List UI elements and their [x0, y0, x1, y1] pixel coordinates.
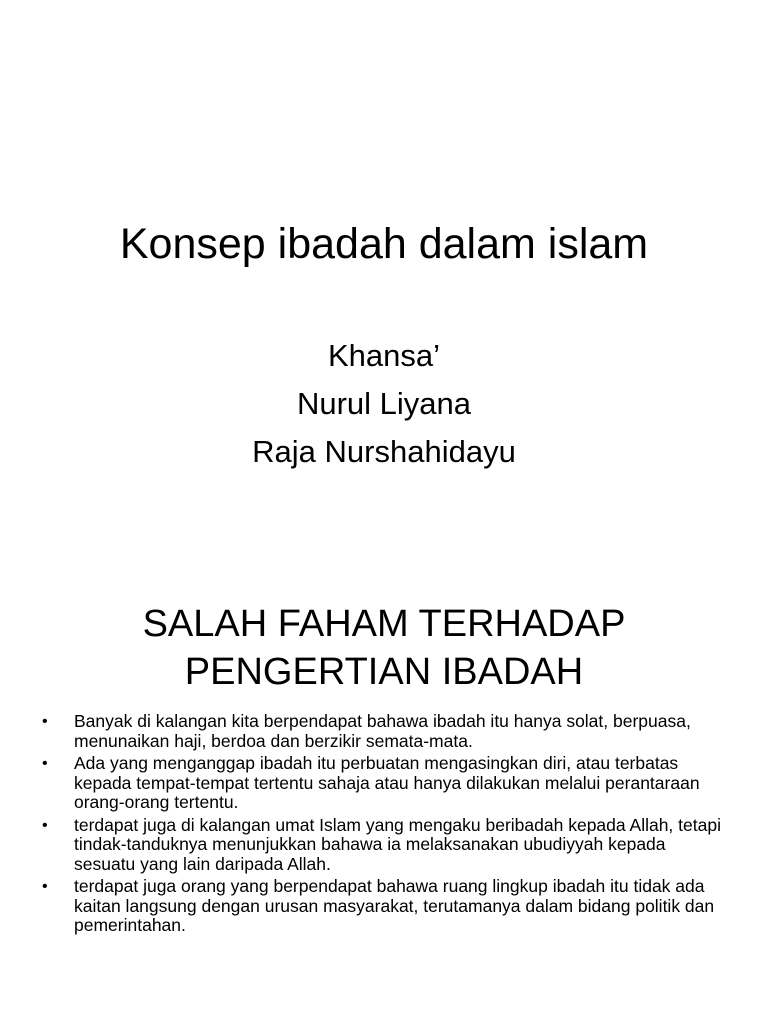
title-line: PENGERTIAN IBADAH — [184, 651, 584, 693]
title-line: SALAH FAHAM TERHADAP — [142, 603, 626, 645]
bullet-item — [40, 754, 730, 813]
bullet-text: terdapat juga orang yang berpendapat bahawa ruang lingkup ibadah itu tidak ada kaitan langsung dengan urusan masyarakat, terutamanya dalam bidang politik dan pemerintahan. — [74, 876, 715, 935]
author-name: Khansa’ — [327, 338, 441, 373]
bullet-icon: • — [42, 755, 48, 772]
bullet-item — [40, 712, 730, 751]
slide-title: Konsep ibadah dalam islam — [119, 220, 649, 268]
bullet-icon: • — [42, 816, 48, 834]
bullet-icon: • — [42, 713, 48, 730]
content-slide — [0, 560, 768, 1024]
bullet-text: terdapat juga di kalangan umat Islam yang mengaku beribadah kepada Allah, tetapi tindak-tanduknya menunjukkan bahawa ia melaksanakan ubudiyyah kepada sesuatu yang lain daripada Allah. — [74, 814, 721, 874]
bullet-text: Banyak di kalangan kita berpendapat bahawa ibadah itu hanya solat, berpuasa, menunaikan haji, berdoa dan berzikir semata-mata. — [74, 711, 691, 751]
bullet-icon: • — [42, 878, 48, 895]
author-name: Raja Nurshahidayu — [252, 434, 516, 469]
bullet-text: Ada yang menganggap ibadah itu perbuatan mengasingkan diri, atau terbatas kepada tempat-tempat tertentu sahaja atau hanya dilakukan melalui perantaraan orang-orang tertentu. — [74, 753, 700, 812]
bullet-list — [40, 712, 730, 939]
author-name: Nurul Liyana — [296, 386, 472, 421]
content-slide-title — [0, 600, 768, 696]
bullet-item — [40, 877, 730, 936]
bullet-item — [40, 816, 730, 875]
author-list — [0, 332, 768, 476]
